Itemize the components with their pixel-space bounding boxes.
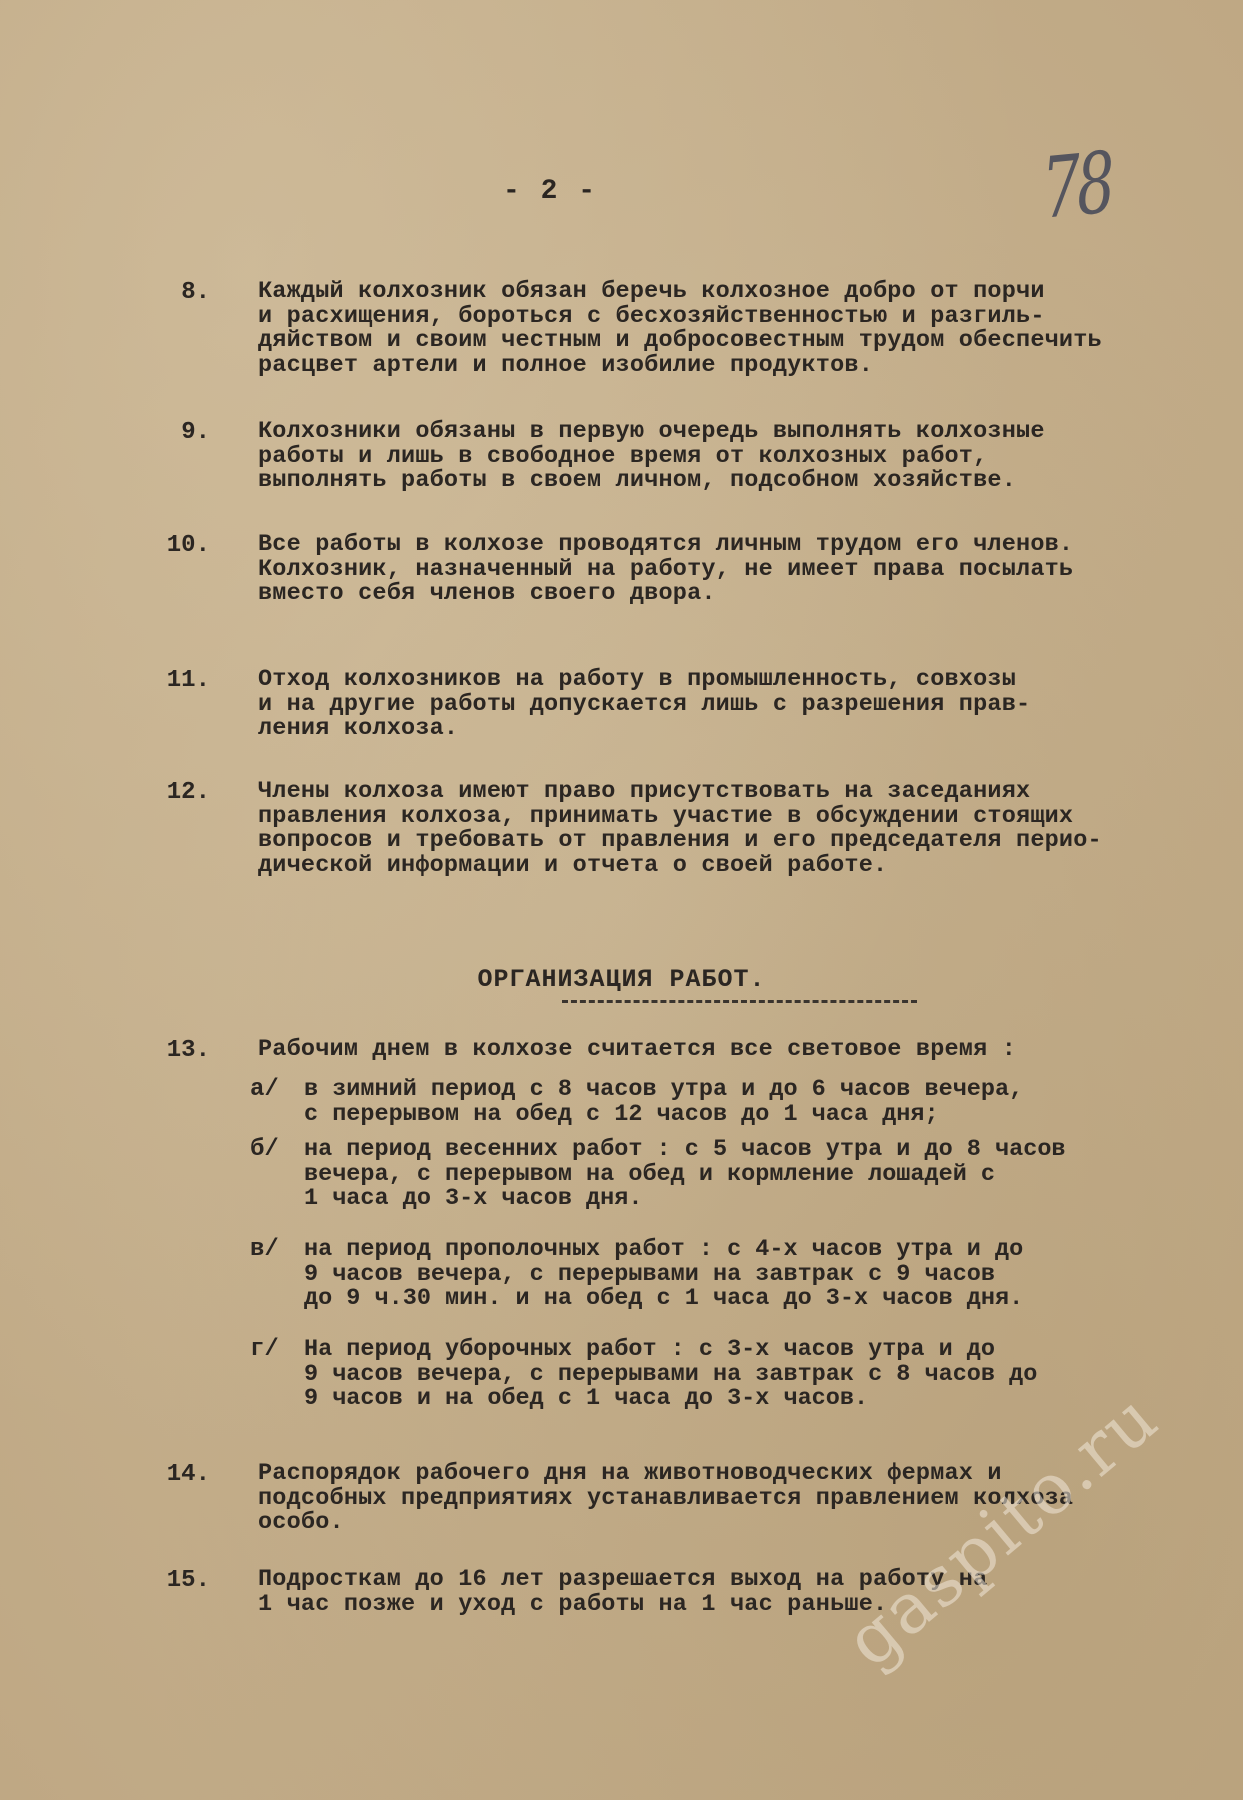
handwritten-folio-number [1010, 120, 1170, 270]
folio-number-text: 78 [1040, 133, 1114, 238]
watermark: gaspito.ru [830, 1376, 1174, 1683]
item-number: 10. [166, 532, 210, 559]
item-number: 11. [166, 667, 210, 694]
item-text: Распорядок рабочего дня на животноводческих фермах и подсобных предприятиях устанавливается правлением колхоза особо. [258, 1460, 1074, 1536]
item-text: Подросткам до 16 лет разрешается выход на работу на 1 час позже и уход с работы на 1 час раньше. [258, 1566, 988, 1618]
item-number: 13. [166, 1037, 210, 1064]
subitem-text: в зимний период с 8 часов утра и до 6 часов вечера, с перерывом на обед с 12 часов до 1 часа дня; [304, 1076, 1024, 1128]
item-number: 8. [181, 279, 210, 306]
subitem-label: б/ [250, 1136, 279, 1163]
item-text: Колхозники обязаны в первую очередь выполнять колхозные работы и лишь в свободное время от колхозных работ, выполнять работы в своем личном, подсобном хозяйстве. [258, 418, 1045, 494]
item-number: 15. [166, 1567, 210, 1594]
subitem-label: г/ [250, 1336, 279, 1363]
item-text: Члены колхоза имеют право присутствовать на заседаниях правления колхоза, принимать участие в обсуждении стоящих вопросов и требовать от правления и его председателя перио- дической информации и отчета о своей работе. [258, 778, 1102, 879]
item-text: Все работы в колхозе проводятся личным трудом его членов. Колхозник, назначенный на работу, не имеет права посылать вместо себя членов своего двора. [258, 531, 1074, 607]
subitem-text: На период уборочных работ : с 3-х часов утра и до 9 часов вечера, с перерывами на завтрак с 8 часов до 9 часов и на обед с 1 часа до 3-х часов. [304, 1336, 1038, 1412]
item-number: 9. [181, 419, 210, 446]
subitem-label: в/ [250, 1236, 279, 1263]
subitem-text: на период весенних работ : с 5 часов утра и до 8 часов вечера, с перерывом на обед и кормление лошадей с 1 часа до 3-х часов дня. [304, 1136, 1066, 1212]
page-number: - 2 - [502, 176, 597, 207]
item-number: 14. [166, 1461, 210, 1488]
heading-underline [562, 1000, 917, 1003]
item-text: Отход колхозников на работу в промышленность, совхозы и на другие работы допускается лишь с разрешения прав- ления колхоза. [258, 666, 1031, 742]
item-text: Каждый колхозник обязан беречь колхозное добро от порчи и расхищения, бороться с бесхозяйственностью и разгиль- дяйством и своим честным и добросовестным трудом обеспечить расцвет артели и полное изобилие продуктов. [258, 278, 1102, 379]
subitem-label: а/ [250, 1076, 279, 1103]
subitem-text: на период прополочных работ : с 4-х часов утра и до 9 часов вечера, с перерывами на завтрак с 9 часов до 9 ч.30 мин. и на обед с 1 часа до 3-х часов дня. [304, 1236, 1024, 1312]
item-text: Рабочим днем в колхозе считается все световое время : [258, 1036, 1017, 1063]
section-heading: ОРГАНИЗАЦИЯ РАБОТ. [477, 965, 766, 994]
item-number: 12. [166, 779, 210, 806]
